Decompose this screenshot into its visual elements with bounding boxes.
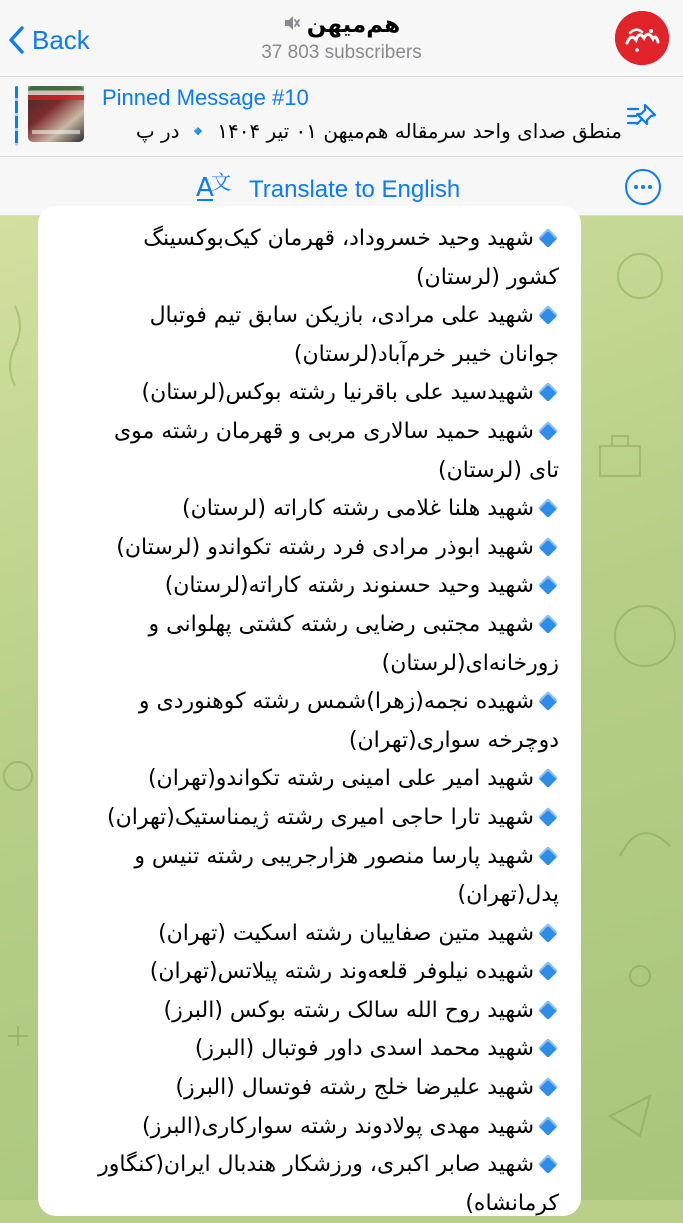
message-line <box>60 606 559 645</box>
pinned-title: Pinned Message #10 <box>102 85 309 110</box>
message-line-text: شهید محمد اسدی داور فوتبال (البرز) <box>194 1036 534 1062</box>
message-line <box>60 336 559 375</box>
blue-diamond-icon <box>538 923 558 943</box>
message-line <box>60 1108 559 1147</box>
message-line-text: شهید حمید سالاری مربی و قهرمان رشته موی <box>113 418 534 444</box>
message-line-text: شهید وحید خسروداد، قهرمان کیک‌بوکسینگ <box>143 226 534 251</box>
blue-diamond-icon <box>538 421 558 441</box>
blue-diamond-icon <box>538 614 558 634</box>
pinned-indicator <box>15 86 18 146</box>
message-line-text: شهید صابر اکبری، ورزشکار هندبال ایران(کنگاور <box>98 1152 534 1178</box>
blue-diamond-icon <box>538 498 558 518</box>
message-line <box>60 490 559 529</box>
message-line-text: شهید تارا حاجی امیری رشته ژیمناستیک(تهران) <box>107 804 534 830</box>
message-line <box>60 760 559 799</box>
blue-diamond-icon <box>538 575 558 595</box>
message-line-text: شهید مهدی پولادوند رشته سوارکاری(البرز) <box>142 1113 534 1139</box>
blue-diamond-icon <box>538 961 558 981</box>
message-line-text: شهید پارسا منصور هزارجریبی رشته تنیس و <box>134 843 534 869</box>
channel-avatar[interactable] <box>615 11 669 65</box>
message-line-text: شهید علیرضا خلج رشته فوتسال (البرز) <box>175 1075 534 1101</box>
pins-list-icon[interactable] <box>625 101 659 135</box>
translate-icon <box>195 169 235 210</box>
message-line <box>60 992 559 1031</box>
message-line-text: شهید ابوذر مرادی فرد رشته تکواندو (لرستان) <box>116 534 534 560</box>
message-line <box>60 1146 559 1185</box>
blue-diamond-icon <box>538 382 558 402</box>
message-line <box>60 413 559 452</box>
blue-diamond-icon <box>538 1000 558 1020</box>
message-text <box>60 220 559 1223</box>
message-line <box>60 1069 559 1108</box>
message-line <box>60 722 559 761</box>
chevron-left-icon <box>8 26 24 54</box>
message-line-text: شهید امیر علی امینی رشته تکواندو(تهران) <box>147 766 534 792</box>
message-line-text: زورخانه‌ای(لرستان) <box>381 650 559 676</box>
message-line-text: کرمانشاه) <box>465 1190 559 1216</box>
blue-diamond-icon <box>538 846 558 866</box>
channel-info[interactable] <box>180 12 503 64</box>
message-line <box>60 220 559 259</box>
message-line-text: شهیدسید علی باقرنیا رشته بوکس(لرستان) <box>141 380 534 406</box>
message-line <box>60 838 559 877</box>
subscriber-count: 37 803 subscribers <box>261 42 422 63</box>
message-line-text: دوچرخه سواری(تهران) <box>348 727 559 753</box>
svg-text:A: A <box>196 173 214 203</box>
message-line-text: شهیده نجمه(زهرا)شمس رشته کوهنوردی و <box>138 689 534 715</box>
blue-diamond-icon <box>538 537 558 557</box>
message-line <box>60 567 559 606</box>
more-options-button[interactable] <box>625 169 661 205</box>
chat-area[interactable] <box>0 216 683 1216</box>
translate-label: Translate to English <box>249 175 461 203</box>
pinned-message-bar[interactable] <box>0 77 683 157</box>
pinned-thumbnail <box>28 86 84 142</box>
blue-diamond-icon <box>538 768 558 788</box>
blue-diamond-icon <box>538 1116 558 1136</box>
pinned-text: منطق صدای واحد سرمقاله هم‌میهن ۰۱ تیر ۱۴۰۴ 🔹 در پ <box>135 119 622 143</box>
message-line-text: کشور (لرستان) <box>415 264 559 290</box>
message-line-text: شهیده نیلوفر قلعه‌وند رشته پیلاتس(تهران) <box>149 959 534 985</box>
message-line <box>60 297 559 336</box>
message-line-text: شهید علی مرادی، بازیکن سابق تیم فوتبال <box>149 303 534 329</box>
muted-icon <box>283 14 301 36</box>
blue-diamond-icon <box>538 807 558 827</box>
message-line-text: جوانان خیبر خرم‌آباد(لرستان) <box>293 341 559 367</box>
message-line <box>60 645 559 684</box>
message-line-text: پدل(تهران) <box>457 882 559 908</box>
blue-diamond-icon <box>538 305 558 325</box>
blue-diamond-icon <box>538 1077 558 1097</box>
message-line <box>60 876 559 915</box>
message-line-text: شهید وحید حسنوند رشته کاراته(لرستان) <box>164 573 534 599</box>
blue-diamond-icon <box>538 1154 558 1174</box>
message-line <box>60 799 559 838</box>
message-line-text: شهید هلنا غلامی رشته کاراته (لرستان) <box>182 496 534 522</box>
message-line <box>60 259 559 298</box>
back-label: Back <box>32 24 90 55</box>
channel-header <box>0 0 683 77</box>
blue-diamond-icon <box>538 691 558 711</box>
message-line <box>60 374 559 413</box>
svg-text:文: 文 <box>211 170 231 194</box>
blue-diamond-icon <box>538 1039 558 1059</box>
message-line-text: شهید متین صفاییان رشته اسکیت (تهران) <box>158 920 534 946</box>
blue-diamond-icon <box>538 228 558 248</box>
message-line <box>60 1185 559 1223</box>
message-line <box>60 915 559 954</box>
channel-logo <box>615 11 669 65</box>
message-line-text: شهید روح الله سالک رشته بوکس (البرز) <box>163 997 534 1023</box>
translate-button[interactable] <box>195 169 460 210</box>
back-button[interactable] <box>8 22 90 58</box>
message-line <box>60 452 559 491</box>
message-bubble[interactable] <box>38 206 581 1216</box>
channel-title: هم‌میهن <box>306 12 401 38</box>
message-line <box>60 683 559 722</box>
message-line-text: شهید مجتبی رضایی رشته کشتی پهلوانی و <box>148 611 534 637</box>
message-line <box>60 953 559 992</box>
message-line-text: تای (لرستان) <box>438 457 559 483</box>
message-line <box>60 529 559 568</box>
message-line <box>60 1030 559 1069</box>
